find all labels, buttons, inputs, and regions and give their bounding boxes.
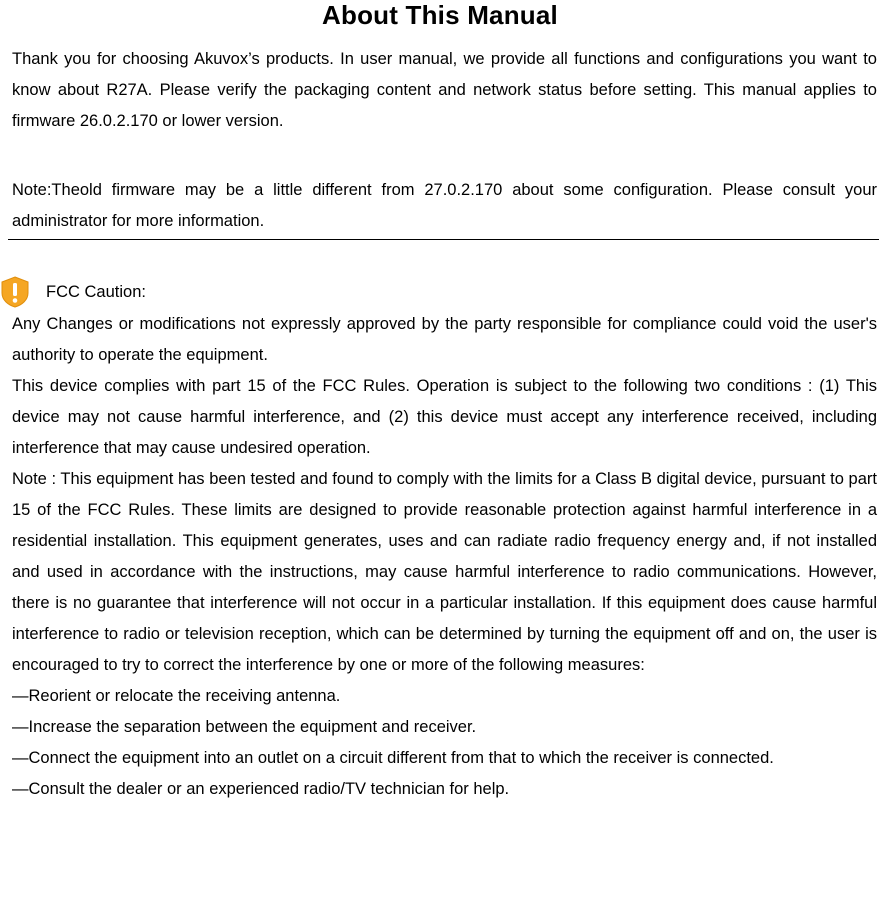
measure-item: —Reorient or relocate the receiving antenna.	[12, 687, 341, 705]
fcc-changes-paragraph: Any Changes or modifications not expressly approved by the party responsible for compliance could void the user's authority to operate the equipment.	[12, 315, 877, 364]
fcc-compliance-paragraph: This device complies with part 15 of the FCC Rules. Operation is subject to the following two conditions : (1) This device may not cause harmful interference, and (2) this device must accept any interference received, including interference that may cause undesired operation.	[12, 377, 877, 457]
measure-item: —Increase the separation between the equipment and receiver.	[12, 718, 477, 736]
fcc-section	[12, 309, 877, 805]
measure-item: —Connect the equipment into an outlet on a circuit different from that to which the receiver is connected.	[12, 749, 774, 767]
fcc-note-paragraph: Note : This equipment has been tested and found to comply with the limits for a Class B digital device, pursuant to part 15 of the FCC Rules. These limits are designed to provide reasonable protection against harmful interference in a residential installation. This equipment generates, uses and can radiate radio frequency energy and, if not installed and used in accordance with the instructions, may cause harmful interference to radio communications. However, there is no guarantee that interference will not occur in a particular installation. If this equipment does cause harmful interference to radio or television reception, which can be determined by turning the equipment off and on, the user is encouraged to try to correct the interference by one or more of the following measures:	[12, 470, 877, 674]
section-divider	[8, 239, 879, 240]
caution-label: FCC Caution:	[46, 282, 146, 301]
fcc-caution-heading	[0, 275, 146, 309]
firmware-note: Note:Theold firmware may be a little different from 27.0.2.170 about some configuration. Please consult your administrator for more information.	[12, 181, 877, 230]
intro-paragraph: Thank you for choosing Akuvox’s products. In user manual, we provide all functions and configurations you want to know about R27A. Please verify the packaging content and network status before setting. This manual applies to firmware 26.0.2.170 or lower version.	[12, 50, 877, 130]
measure-item: —Consult the dealer or an experienced radio/TV technician for help.	[12, 780, 510, 798]
page-title: About This Manual	[322, 0, 558, 30]
warning-icon	[0, 276, 30, 308]
